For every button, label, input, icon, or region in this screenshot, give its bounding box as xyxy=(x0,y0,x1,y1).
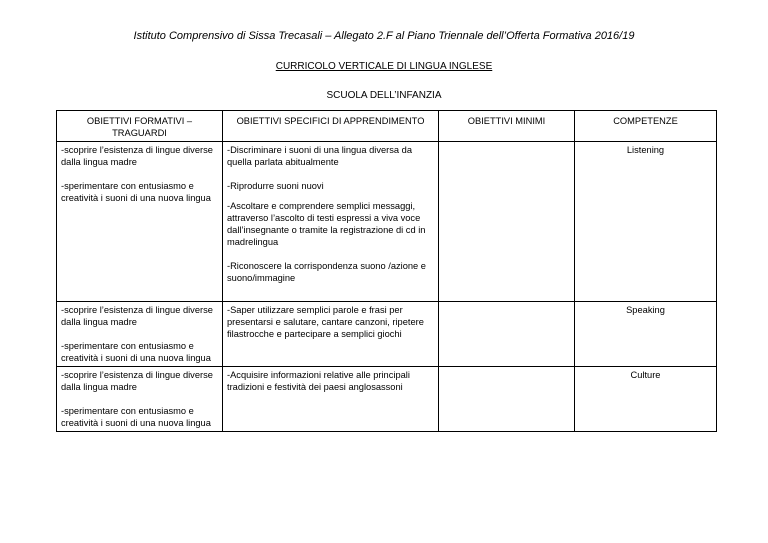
column-header-formativi: OBIETTIVI FORMATIVI – TRAGUARDI xyxy=(57,111,223,142)
specifici-cell xyxy=(223,367,439,432)
minimi-cell xyxy=(439,142,575,302)
specifici-item: -Riprodurre suoni nuovi xyxy=(227,181,324,191)
table-row xyxy=(57,302,717,367)
minimi-cell xyxy=(439,302,575,367)
document-title: CURRICOLO VERTICALE DI LINGUA INGLESE xyxy=(275,61,493,72)
formativi-item: -scoprire l’esistenza di lingue diverse dalla lingua madre xyxy=(61,145,213,167)
competenza-cell: Culture xyxy=(575,367,717,432)
competenza-cell: Speaking xyxy=(575,302,717,367)
column-header-specifici: OBIETTIVI SPECIFICI DI APPRENDIMENTO xyxy=(223,111,439,142)
specifici-item: -Saper utilizzare semplici parole e frasi per presentarsi e salutare, cantare canzoni, ripetere filastrocche e partecipare a semplici giochi xyxy=(227,305,424,339)
formativi-item: -scoprire l’esistenza di lingue diverse dalla lingua madre xyxy=(61,370,213,392)
minimi-cell xyxy=(439,367,575,432)
formativi-item: -sperimentare con entusiasmo e creatività i suoni di una nuova lingua xyxy=(61,181,211,203)
specifici-item: -Ascoltare e comprendere semplici messaggi, attraverso l’ascolto di testi espressi a viva voce dall’insegnante o tramite la registrazione di cd in madrelingua xyxy=(227,201,426,247)
specifici-item: -Riconoscere la corrispondenza suono /azione e suono/immagine xyxy=(227,261,426,283)
section-subtitle: SCUOLA DELL’INFANZIA xyxy=(326,90,442,101)
specifici-cell xyxy=(223,142,439,302)
formativi-cell xyxy=(57,142,223,302)
competenza-cell: Listening xyxy=(575,142,717,302)
column-header-competenze: COMPETENZE xyxy=(575,111,717,142)
column-header-minimi: OBIETTIVI MINIMI xyxy=(439,111,575,142)
formativi-item: -sperimentare con entusiasmo e creatività i suoni di una nuova lingua xyxy=(61,406,211,428)
formativi-item: -sperimentare con entusiasmo e creatività i suoni di una nuova lingua xyxy=(61,341,211,363)
table-row xyxy=(57,367,717,432)
specifici-cell xyxy=(223,302,439,367)
table-row xyxy=(57,142,717,302)
specifici-item: -Discriminare i suoni di una lingua diversa da quella parlata abitualmente xyxy=(227,145,412,167)
specifici-item: -Acquisire informazioni relative alle principali tradizioni e festività dei paesi anglosassoni xyxy=(227,370,410,392)
formativi-cell xyxy=(57,302,223,367)
curriculum-table xyxy=(56,110,717,432)
table-header-row xyxy=(57,111,717,142)
formativi-item: -scoprire l’esistenza di lingue diverse dalla lingua madre xyxy=(61,305,213,327)
formativi-cell xyxy=(57,367,223,432)
document-header: Istituto Comprensivo di Sissa Trecasali – Allegato 2.F al Piano Triennale dell’Offerta Formativa 2016/19 xyxy=(133,30,635,42)
